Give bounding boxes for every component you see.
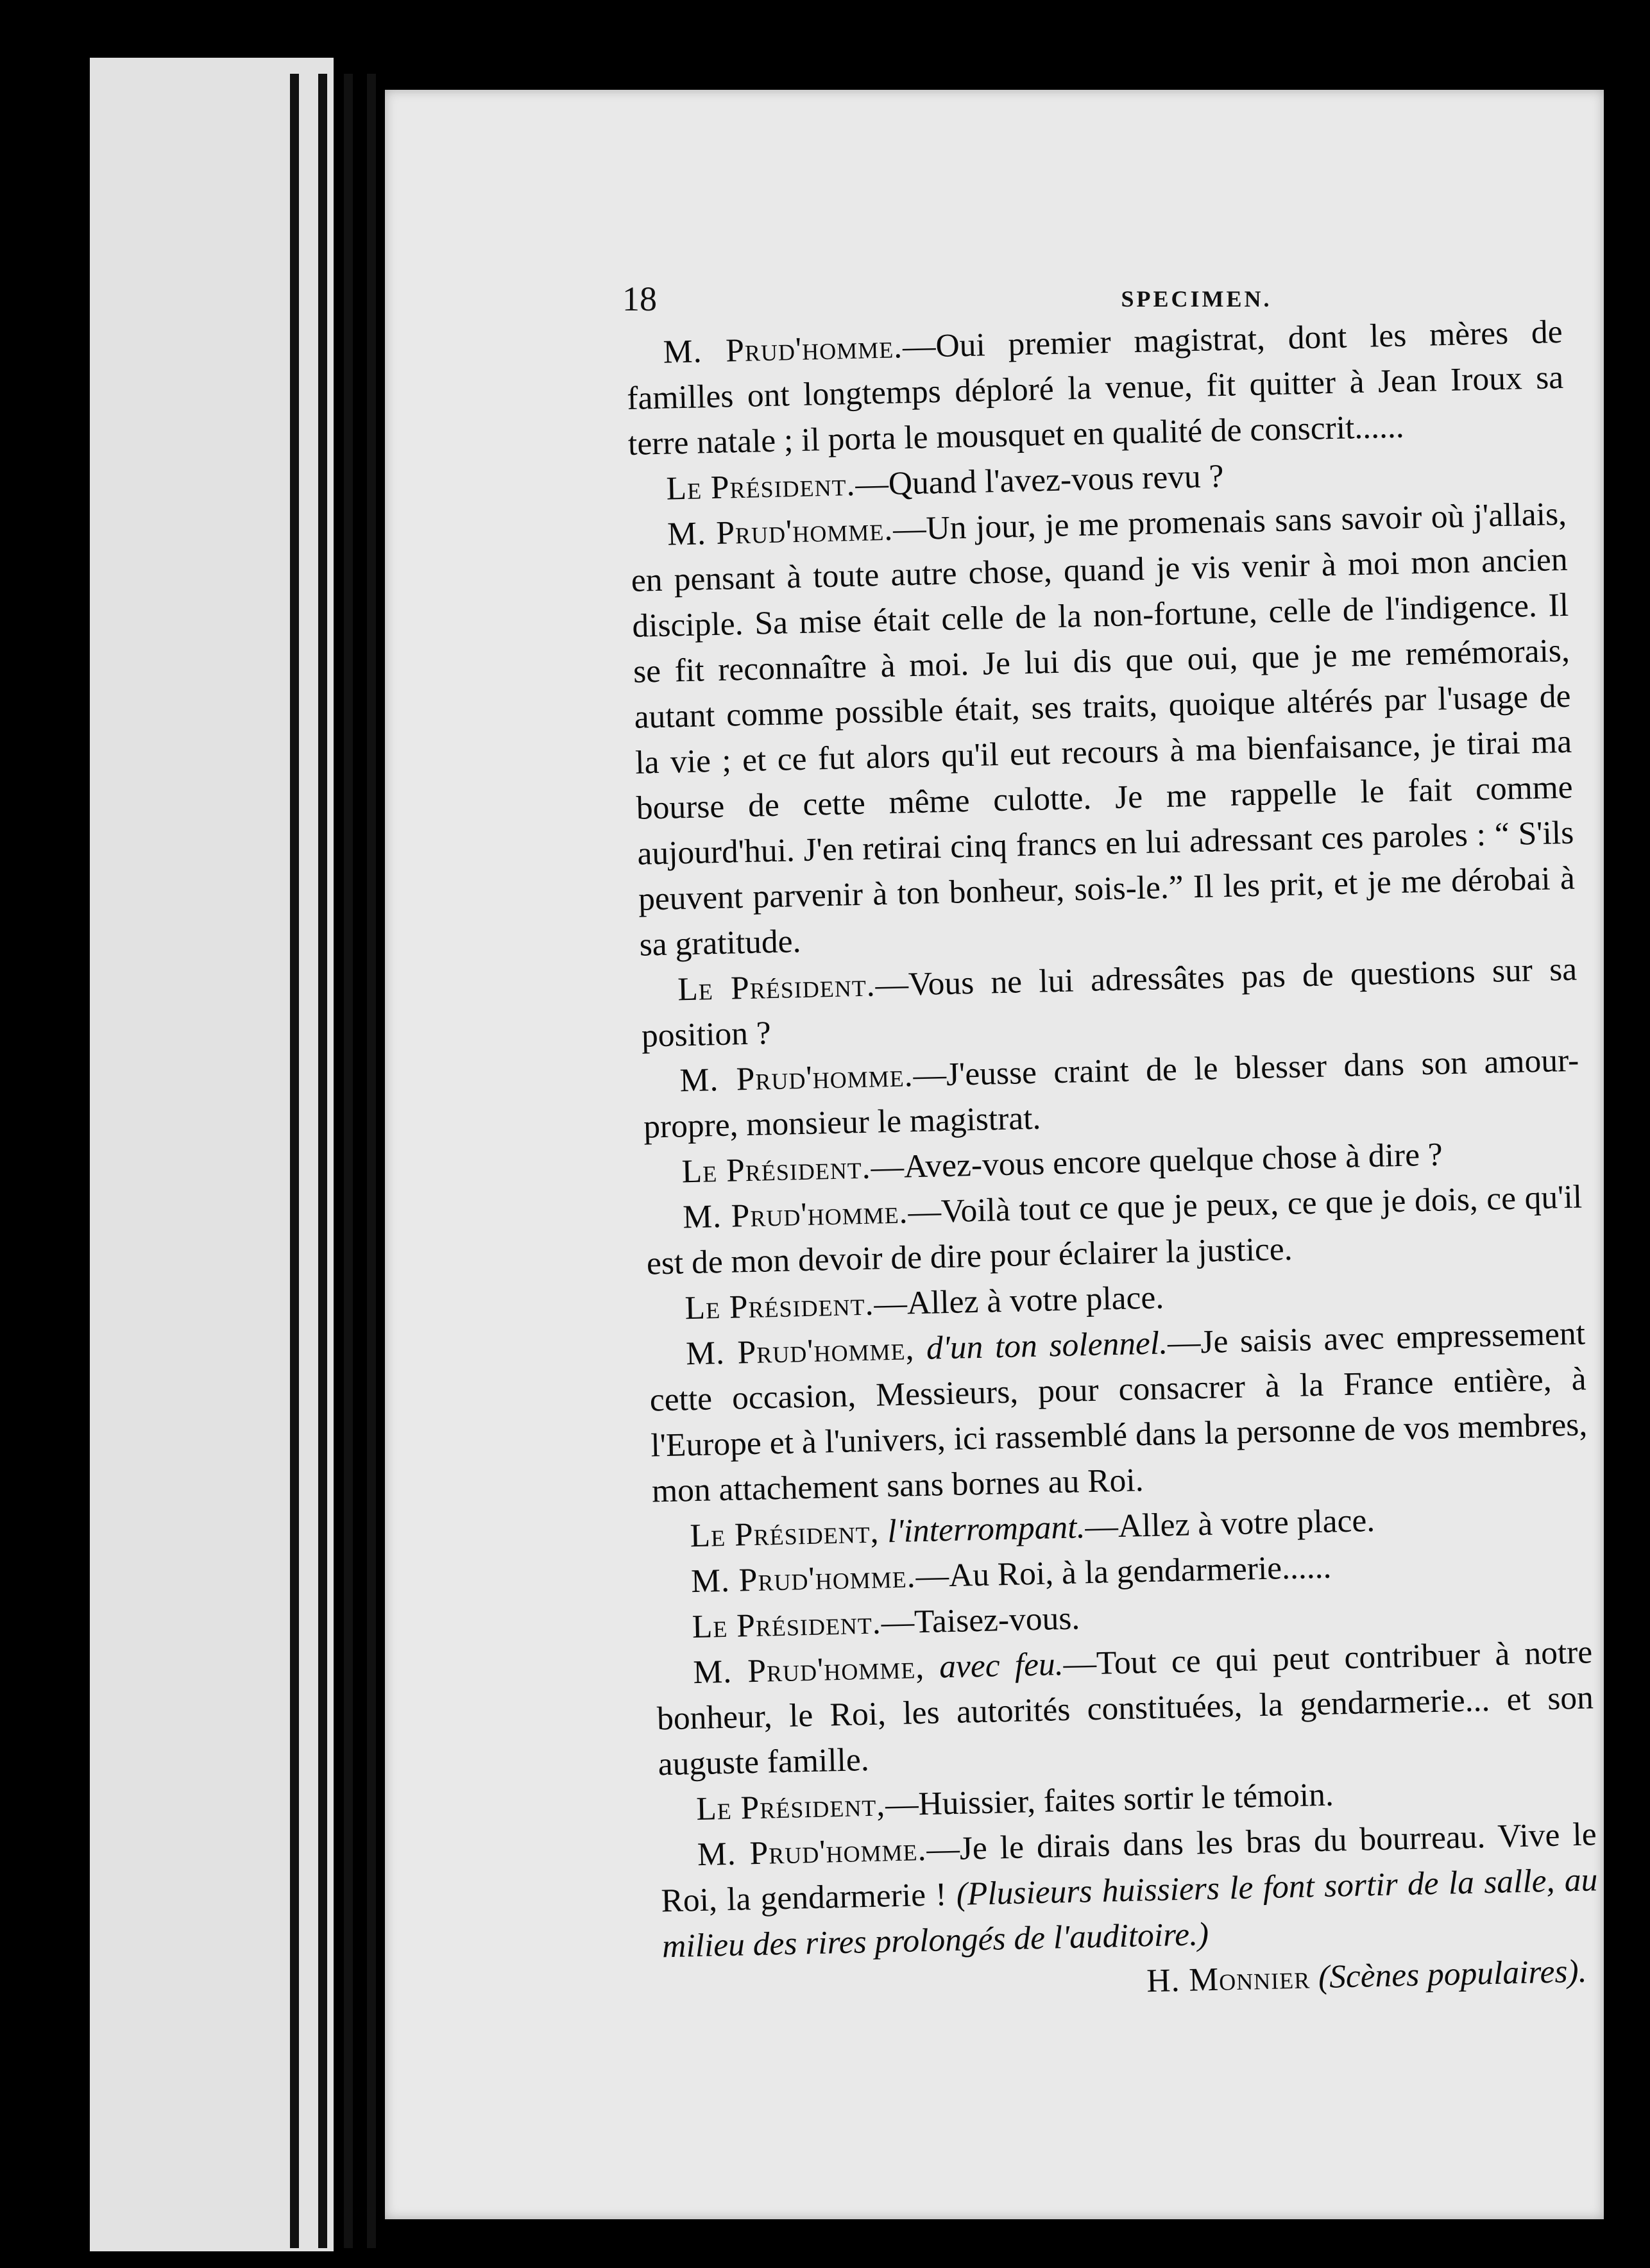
speaker-name: M. Prud'homme. [663, 328, 903, 371]
speaker-name: M. Prud'homme. [697, 1831, 928, 1874]
dialogue-text: —Un jour, je me promenais sans savoir où j'allais, en pensant à toute autre chose, quand je vis venir à moi mon ancien disciple. Sa mise était celle de la non-fortune, celle de l'indigence. Il se fit reconnaître à moi. Je lui dis que oui, que je me remémorais, autant comme possible était, ses traits, quoique altérés par l'usage de la vie ; et ce fut alors qu'il eut recours à ma bienfaisance, je tirai ma bourse de cette même culotte. Je me rappelle le fait comme aujourd'hui. J'en retirai cinq francs en lui adressant ces paroles : “ S'ils peuvent parvenir à ton bonheur, sois-le.” Il les prit, et je me dérobai à sa gratitude. [631, 495, 1576, 963]
dialogue-text: —Oui premier magistrat, dont les mères de familles ont longtemps déploré la venue, fit quitter à Jean Iroux sa terre natale ; il porta le mousquet en qualité de conscrit...... [626, 313, 1564, 462]
page-stack-edge [290, 74, 299, 2248]
speaker-name: Le Président, [690, 1513, 880, 1555]
page-number: 18 [622, 280, 657, 318]
dialogue-paragraph [629, 491, 1576, 968]
body-text [625, 309, 1600, 2015]
dialogue-text: —Allez à votre place. [873, 1279, 1164, 1323]
stage-direction: avec feu. [939, 1646, 1064, 1686]
speaker-name: M. Prud'homme. [667, 511, 894, 553]
speaker-name: M. Prud'homme. [682, 1194, 909, 1236]
dialogue-text: —Au Roi, à la gendarmerie...... [915, 1548, 1332, 1595]
dialogue-paragraph [656, 1629, 1595, 1787]
speaker-name: Le Président. [692, 1604, 882, 1646]
dialogue-text: —Tout ce qui peut contribuer à notre bonheur, le Roi, les autorités constituées, la gendarmerie... et son auguste famille. [656, 1634, 1594, 1783]
stage-direction: d'un ton solennel. [926, 1324, 1168, 1367]
author-name: H. Monnier [1146, 1959, 1311, 2000]
speaker-name: M. Prud'homme. [679, 1057, 914, 1099]
dialogue-text: —Je le dirais dans les bras du bourreau. Vive le Roi, la gendarmerie ! [660, 1816, 1597, 1920]
dialogue-text: —J'eusse craint de le blesser dans son amour-propre, monsieur le magistrat. [643, 1042, 1579, 1146]
dialogue-paragraph [625, 309, 1565, 467]
page-stack-edge [367, 74, 376, 2248]
speaker-name: M. Prud'homme, [692, 1648, 925, 1691]
dialogue-text: —Voilà tout ce que je peux, ce que je dois, ce qu'il est de mon devoir de dire pour éclairer la justice. [646, 1178, 1583, 1282]
running-head: SPECIMEN. [1121, 286, 1272, 312]
dialogue-text: —Vous ne lui adressâtes pas de questions sur sa position ? [641, 951, 1578, 1054]
dialogue-paragraph [648, 1310, 1588, 1514]
speaker-name: Le Président, [695, 1786, 886, 1828]
speaker-name: M. Prud'homme. [690, 1558, 917, 1600]
work-title: (Scènes populaires). [1318, 1952, 1588, 1996]
dialogue-text: —Taisez-vous. [881, 1600, 1080, 1641]
speaker-name: Le Président. [677, 967, 876, 1008]
page-stack-edge [344, 74, 353, 2248]
dialogue-text: —Je saisis avec empressement cette occasion, Messieurs, pour consacrer à la France entière, à l'Europe et à l'univers, ici rassemblé dans la personne de vos membres, mon attachement sans bornes au Roi. [649, 1315, 1588, 1510]
page-stack-edge [318, 74, 327, 2248]
stage-note: (Plusieurs huissiers le font sortir de la salle, au milieu des rires prolongés de l'auditoire.) [661, 1861, 1598, 1965]
dialogue-paragraph [659, 1811, 1599, 1969]
speaker-name: Le Président. [665, 466, 856, 507]
dialogue-text: —Avez-vous encore quelque chose à dire ? [870, 1136, 1443, 1186]
dialogue-text: —Allez à votre place. [1084, 1502, 1375, 1546]
speaker-name: Le Président. [684, 1285, 875, 1327]
speaker-name: Le Président. [681, 1149, 872, 1190]
stage-direction: l'interrompant. [887, 1509, 1085, 1550]
speaker-name: M. Prud'homme, [685, 1330, 915, 1373]
dialogue-text: —Huissier, faites sortir le témoin. [885, 1776, 1334, 1824]
dialogue-text: —Quand l'avez-vous revu ? [855, 457, 1225, 503]
